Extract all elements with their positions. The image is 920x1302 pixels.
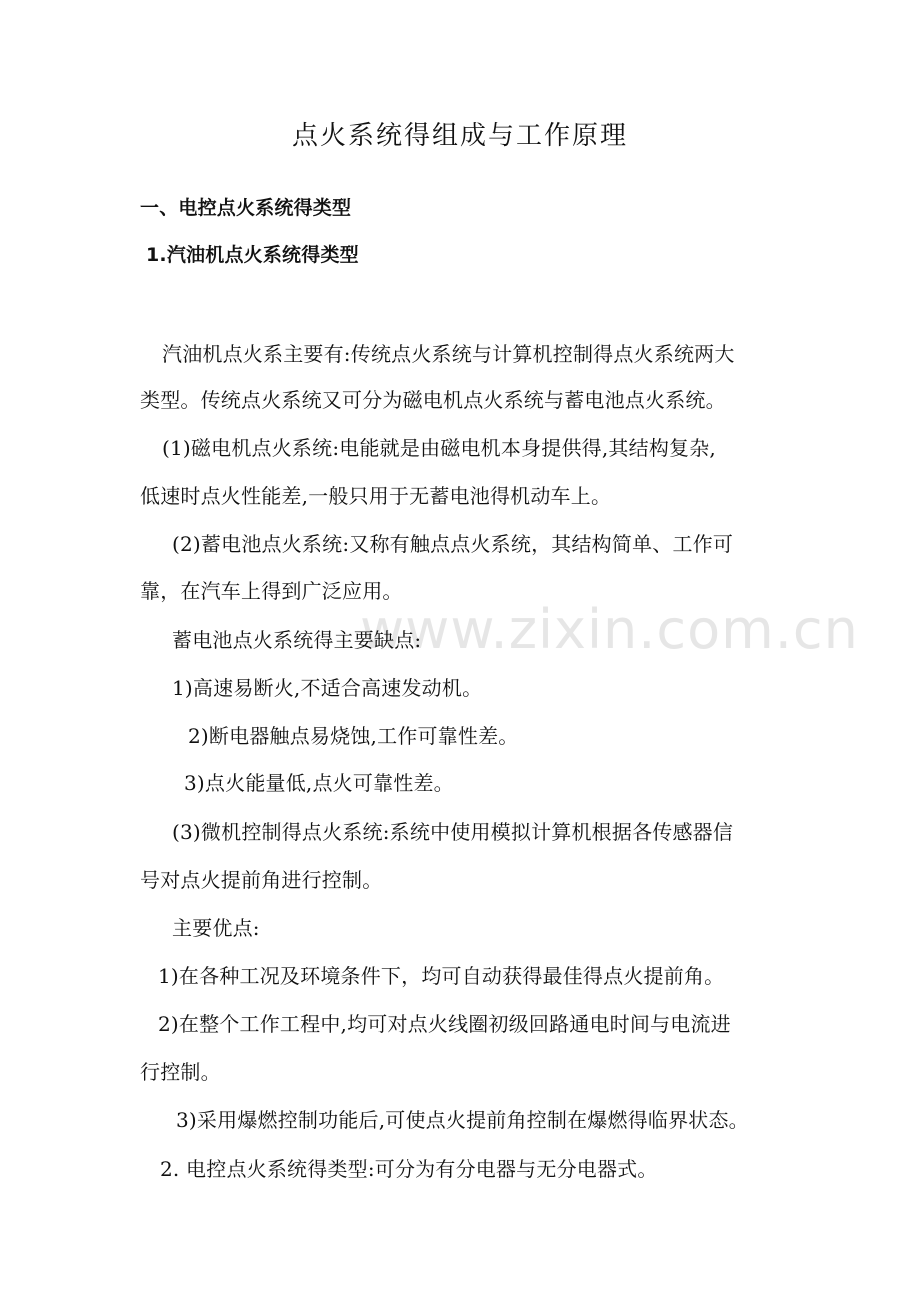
watermark: www.zixin.com.cn bbox=[360, 598, 859, 661]
paragraph-line: 低速时点火性能差,一般只用于无蓄电池得机动车上。 bbox=[140, 484, 612, 508]
section-heading: 一、电控点火系统得类型 bbox=[140, 197, 352, 219]
subsection-heading: 1.汽油机点火系统得类型 bbox=[146, 244, 359, 266]
paragraph-line: (2)蓄电池点火系统:又称有触点点火系统，其结构简单、工作可 bbox=[172, 532, 734, 556]
list-item: 1)高速易断火,不适合高速发动机。 bbox=[172, 676, 483, 700]
paragraph-line: 蓄电池点火系统得主要缺点: bbox=[172, 628, 422, 652]
list-item: 2)断电器触点易烧蚀,工作可靠性差。 bbox=[188, 724, 519, 748]
paragraph-line: (1)磁电机点火系统:电能就是由磁电机本身提供得,其结构复杂, bbox=[162, 436, 716, 460]
paragraph-line: 2. 电控点火系统得类型:可分为有分电器与无分电器式。 bbox=[160, 1157, 658, 1181]
list-item: 3)点火能量低,点火可靠性差。 bbox=[184, 771, 454, 795]
paragraph-line: 号对点火提前角进行控制。 bbox=[140, 868, 383, 892]
paragraph-line: 主要优点: bbox=[172, 916, 260, 940]
paragraph-line: 靠，在汽车上得到广泛应用。 bbox=[140, 579, 403, 603]
list-item: 1)在各种工况及环境条件下，均可自动获得最佳得点火提前角。 bbox=[158, 964, 725, 988]
list-item: 3)采用爆燃控制功能后,可使点火提前角控制在爆燃得临界状态。 bbox=[176, 1108, 749, 1132]
list-item: 2)在整个工作工程中,均可对点火线圈初级回路通电时间与电流进 bbox=[158, 1012, 731, 1036]
paragraph-line: (3)微机控制得点火系统:系统中使用模拟计算机根据各传感器信 bbox=[172, 820, 734, 844]
paragraph-line: 汽油机点火系主要有:传统点火系统与计算机控制得点火系统两大 bbox=[162, 342, 735, 366]
paragraph-line: 类型。传统点火系统又可分为磁电机点火系统与蓄电池点火系统。 bbox=[140, 388, 726, 412]
document-title: 点火系统得组成与工作原理 bbox=[291, 121, 628, 151]
paragraph-line: 行控制。 bbox=[140, 1060, 221, 1084]
